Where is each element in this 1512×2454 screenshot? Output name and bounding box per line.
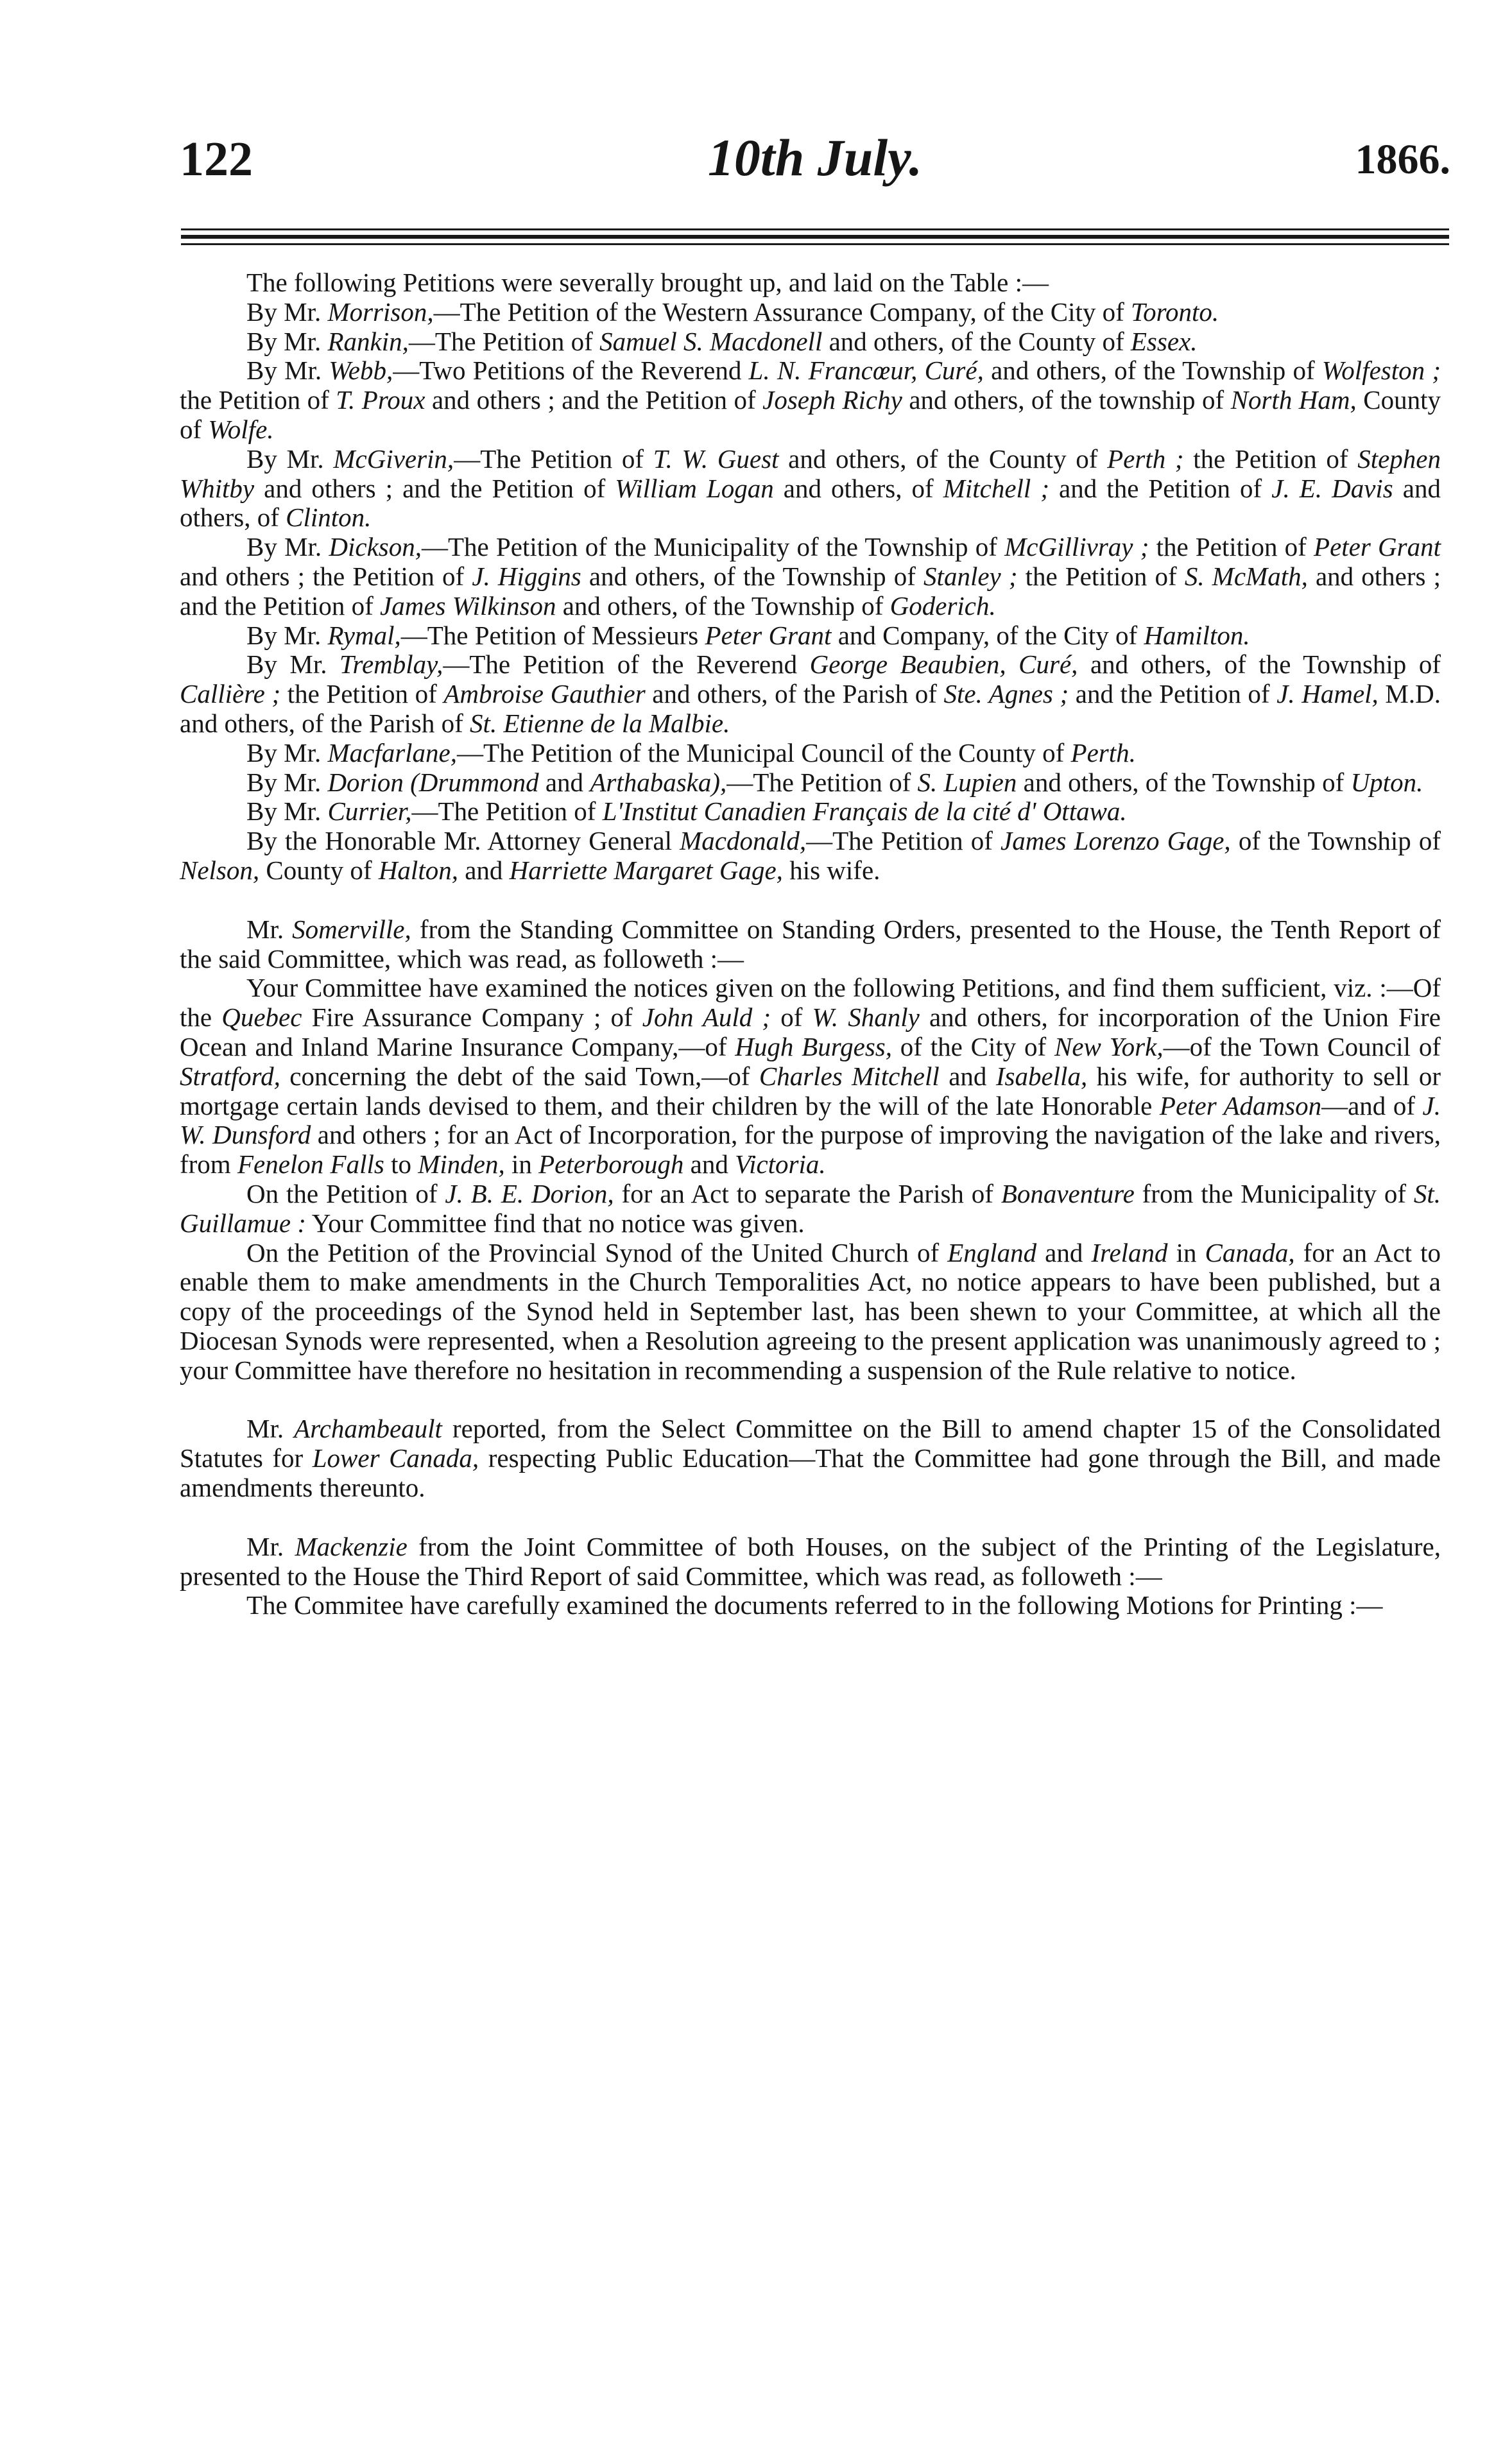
header-rule-middle	[181, 235, 1449, 239]
text-run: for an Act to enable them to make amendments in the Church Temporalities Act, no notice appears to have been published, but a copy of the proceedings of the Synod held in September last, has been shewn to your Committee, at which all the Diocesan Synods were represented, when a Resolution agreeing to the present application was unanimously agreed to ; your Committee have therefore no hesitation in recommending a suspension of the Rule relative to notice.	[180, 1237, 1441, 1385]
text-run: Charles Mitchell	[759, 1061, 940, 1091]
text-run: his wife.	[782, 855, 881, 885]
text-run: L. N. Francœur, Curé,	[748, 356, 984, 386]
text-run: McGillivray ;	[1004, 532, 1149, 562]
text-run: Joseph Richy	[762, 385, 902, 415]
text-run: Clinton.	[286, 502, 372, 533]
text-run: Macdonald,	[680, 826, 807, 856]
para-archambeault-report	[180, 1414, 1441, 1502]
text-run: Fire Assurance Company ; of	[302, 1002, 642, 1033]
text-run: —and of	[1321, 1090, 1423, 1120]
text-run: and others, of the County of	[822, 326, 1131, 356]
para-petition-dickson	[180, 533, 1441, 621]
text-run: to	[384, 1149, 418, 1180]
text-run: from the Municipality of	[1134, 1178, 1414, 1208]
text-run: and others ; and the Petition of	[425, 385, 763, 415]
text-run: James Lorenzo Gage,	[1001, 826, 1231, 856]
text-run: and	[538, 767, 590, 797]
text-run: W. Shanly	[812, 1002, 920, 1033]
text-run: Dorion (Drummond	[327, 767, 539, 797]
text-run: —The Petition of	[411, 796, 603, 827]
text-run: Somerville,	[292, 914, 411, 944]
text-run: and others, for incorporation of the Union Fire Ocean and Inland Marine Insurance Company,—of	[180, 1002, 1441, 1061]
text-run: Canada,	[1205, 1237, 1295, 1267]
text-run: and	[683, 1149, 735, 1180]
text-run: Perth.	[1070, 737, 1136, 768]
text-run: Fenelon Falls	[237, 1149, 384, 1180]
text-run: Currier,	[327, 796, 412, 827]
text-run: Stratford,	[180, 1061, 280, 1091]
text-run: Goderich.	[889, 590, 996, 621]
text-run: —The Petition of the Western Assurance Company, of the City of	[433, 296, 1131, 327]
text-run: Rankin,	[327, 326, 409, 356]
text-run: Your Committee have examined the notices given on the following Petitions, and find them sufficient, viz. :—Of the	[180, 973, 1441, 1033]
text-run: Ste. Agnes ;	[943, 679, 1069, 709]
text-run: from the Joint Committee of both Houses, on the subject of the Printing of the Legislature, presented to the House the Third Report of said Committee, which was read, as followeth :—	[180, 1531, 1441, 1591]
text-run: Callière ;	[180, 679, 281, 709]
para-dorion-bonaventure	[180, 1180, 1441, 1239]
text-run: By Mr.	[246, 356, 329, 386]
text-run: Victoria.	[735, 1149, 826, 1180]
text-run: St. Etienne de la Malbie.	[470, 708, 730, 738]
para-petition-webb	[180, 356, 1441, 444]
text-run: —The Petition of	[806, 826, 1001, 856]
text-run: John Auld ;	[642, 1002, 771, 1033]
para-petition-morrison	[180, 298, 1441, 327]
text-run: and others ; and the Petition of	[254, 473, 615, 503]
text-run: J. E. Davis	[1271, 473, 1393, 503]
para-petition-macdonald	[180, 827, 1441, 886]
text-run: Lower Canada,	[312, 1443, 479, 1473]
text-run: —The Petition of the Municipal Council of the County of	[457, 737, 1071, 768]
text-run: of the Township of	[1230, 826, 1441, 856]
header-date: 10th July.	[707, 128, 923, 187]
text-run: —Two Petitions of the Reverend	[393, 356, 749, 386]
text-run: the Petition of	[180, 385, 336, 415]
text-run: S. Lupien	[917, 767, 1017, 797]
text-run: Essex.	[1130, 326, 1198, 356]
text-run: T. W. Guest	[653, 443, 779, 474]
text-run: Mackenzie	[295, 1531, 408, 1561]
text-run: McGiverin,	[333, 443, 454, 474]
text-run: Halton,	[378, 855, 458, 885]
text-run: Peter Grant	[705, 620, 832, 650]
text-run: England	[947, 1237, 1037, 1267]
text-run: The following Petitions were severally brought up, and laid on the Table :—	[246, 268, 1049, 297]
text-run: and the Petition of	[1049, 473, 1272, 503]
text-run: William Logan	[615, 473, 774, 503]
text-run: in	[1167, 1237, 1205, 1267]
text-run: L'Institut Canadien Français de la cité d' Ottawa.	[602, 796, 1127, 827]
text-run: By Mr.	[246, 443, 334, 474]
text-run: County of	[259, 855, 379, 885]
text-run: and others ; for an Act of Incorporation, for the purpose of improving the navigation of the lake and rivers, from	[180, 1120, 1441, 1180]
page-number: 122	[180, 132, 253, 186]
text-run: County of	[180, 385, 1441, 444]
text-run: —The Petition of	[408, 326, 600, 356]
text-run: By Mr.	[246, 767, 328, 797]
text-run: By Mr.	[246, 796, 328, 827]
para-petition-tremblay	[180, 650, 1441, 738]
para-committee-notices	[180, 974, 1441, 1180]
text-run: for an Act to separate the Parish of	[614, 1178, 1001, 1208]
text-run: George Beaubien, Curé,	[809, 649, 1078, 680]
text-run: Webb,	[329, 356, 393, 386]
text-run: Dickson,	[329, 532, 422, 562]
para-petition-currier	[180, 797, 1441, 827]
text-run: and others, of the County of	[778, 443, 1108, 474]
text-run: and others, of	[180, 473, 1441, 533]
text-run: Mr.	[246, 1414, 295, 1444]
text-run: Archambeault	[294, 1414, 442, 1444]
text-run: Wolfeston ;	[1321, 356, 1441, 386]
text-run: his wife, for authority to sell or mortgage certain lands devised to them, and their children by the will of the late Honorable	[180, 1061, 1441, 1120]
text-run: and others, of	[773, 473, 943, 503]
text-run: and others, of the Township of	[556, 590, 890, 621]
text-run: T. Proux	[336, 385, 425, 415]
text-run: Arthabaska),	[590, 767, 727, 797]
text-run: —The Petition of the Municipality of the Township of	[422, 532, 1005, 562]
text-run: in	[504, 1149, 539, 1180]
text-run: and others, of the Township of	[1017, 767, 1351, 797]
para-somerville-report	[180, 915, 1441, 974]
text-run: Toronto.	[1131, 296, 1219, 327]
text-run: Morrison,	[327, 296, 434, 327]
text-run: Peter Grant	[1314, 532, 1441, 562]
text-run: and others ; the Petition of	[180, 561, 472, 591]
text-run: Harriette Margaret Gage,	[509, 855, 783, 885]
text-run: By the Honorable Mr. Attorney General	[246, 826, 680, 856]
text-run: and	[939, 1061, 996, 1091]
text-run: North Ham,	[1230, 385, 1357, 415]
text-run: —of the Town Council of	[1163, 1031, 1441, 1061]
text-run: concerning the debt of the said Town,—of	[280, 1061, 759, 1091]
text-run: By Mr.	[246, 737, 328, 768]
text-run: Perth ;	[1107, 443, 1184, 474]
text-run: J. B. E. Dorion,	[445, 1178, 614, 1208]
text-run: —The Petition of	[454, 443, 653, 474]
header-year: 1866.	[1355, 136, 1450, 183]
para-printing-motions	[180, 1591, 1441, 1620]
text-run: Macfarlane,	[327, 737, 457, 768]
text-run: and others, of the Township of	[581, 561, 924, 591]
text-run: of the City of	[892, 1031, 1054, 1061]
text-run: and	[458, 855, 510, 885]
text-run: and Company, of the City of	[831, 620, 1144, 650]
text-run: Rymal,	[327, 620, 401, 650]
text-run: On the Petition of	[246, 1178, 445, 1208]
text-run: Ambroise Gauthier	[443, 679, 646, 709]
text-run: and others, of the Township of	[1078, 649, 1441, 680]
text-run: Ireland	[1091, 1237, 1168, 1267]
text-run: On the Petition of the Provincial Synod of the United Church of	[246, 1237, 948, 1267]
text-run: the Petition of	[1183, 443, 1358, 474]
header-rule-bottom	[181, 243, 1449, 245]
text-run: Upton.	[1350, 767, 1423, 797]
text-run: reported, from the Select Committee on the Bill to amend chapter 15 of the Consolidated Statutes for	[180, 1414, 1441, 1473]
para-petitions-intro	[180, 268, 1441, 298]
para-petition-rymal	[180, 621, 1441, 651]
text-run: Peter Adamson	[1159, 1090, 1322, 1120]
text-run: By Mr.	[246, 649, 339, 680]
text-run: and	[1036, 1237, 1092, 1267]
text-run: Stanley ;	[924, 561, 1018, 591]
text-run: from the Standing Committee on Standing Orders, presented to the House, the Tenth Report of the said Committee, which was read, as followeth :—	[180, 914, 1441, 974]
text-run: Stephen Whitby	[180, 443, 1441, 503]
text-run: The Commitee have carefully examined the documents referred to in the following Motions for Printing :—	[246, 1590, 1383, 1620]
running-header	[180, 128, 1450, 209]
text-run: J. Higgins	[472, 561, 581, 591]
text-run: Nelson,	[180, 855, 260, 885]
para-petition-macfarlane	[180, 739, 1441, 768]
text-run: James Wilkinson	[380, 590, 556, 621]
text-run: and others, of the Parish of	[645, 679, 944, 709]
text-run: —The Petition of Messieurs	[400, 620, 705, 650]
text-run: —The Petition of	[726, 767, 918, 797]
text-run: Samuel S. Macdonell	[599, 326, 823, 356]
text-run: St. Guillamue :	[180, 1178, 1441, 1238]
text-run: and others ; and the Petition of	[180, 561, 1441, 621]
text-run: New York,	[1054, 1031, 1164, 1061]
text-run: Quebec	[221, 1002, 302, 1033]
text-run: —The Petition of the Reverend	[443, 649, 810, 680]
text-run: J. Hamel,	[1276, 679, 1379, 709]
journal-body	[180, 268, 1441, 1620]
text-run: Hamilton.	[1144, 620, 1250, 650]
text-run: By Mr.	[246, 296, 328, 327]
text-run: the Petition of	[1149, 532, 1314, 562]
text-run: Wolfe.	[208, 414, 274, 444]
text-run: Isabella,	[995, 1061, 1088, 1091]
text-run: By Mr.	[246, 326, 328, 356]
text-run: Bonaventure	[1001, 1178, 1135, 1208]
text-run: Your Committee find that no notice was given.	[306, 1208, 805, 1238]
text-run: Tremblay,	[339, 649, 443, 680]
text-run: M.D. and others, of the Parish of	[180, 679, 1441, 738]
para-petition-rankin	[180, 327, 1441, 357]
text-run: J. W. Dunsford	[180, 1090, 1441, 1150]
para-provincial-synod	[180, 1239, 1441, 1386]
text-run: Mitchell ;	[943, 473, 1050, 503]
text-run: the Petition of	[280, 679, 444, 709]
text-run: and others, of the Township of	[983, 356, 1322, 386]
text-run: of	[771, 1002, 812, 1033]
text-run: Mr.	[246, 1531, 295, 1561]
text-run: Mr.	[246, 914, 293, 944]
para-petition-dorion	[180, 768, 1441, 798]
text-run: the Petition of	[1017, 561, 1185, 591]
text-run: By Mr.	[246, 620, 328, 650]
text-run: Hugh Burgess,	[735, 1031, 893, 1061]
para-mackenzie-report	[180, 1532, 1441, 1592]
text-run: respecting Public Education—That the Committee had gone through the Bill, and made amendments thereunto.	[180, 1443, 1441, 1503]
para-petition-mcgiverin	[180, 445, 1441, 533]
text-run: and the Petition of	[1069, 679, 1277, 709]
text-run: Minden,	[418, 1149, 505, 1180]
text-run: Peterborough	[538, 1149, 684, 1180]
header-rule-top	[181, 228, 1449, 230]
text-run: and others, of the township of	[902, 385, 1231, 415]
text-run: By Mr.	[246, 532, 329, 562]
text-run: S. McMath,	[1184, 561, 1308, 591]
